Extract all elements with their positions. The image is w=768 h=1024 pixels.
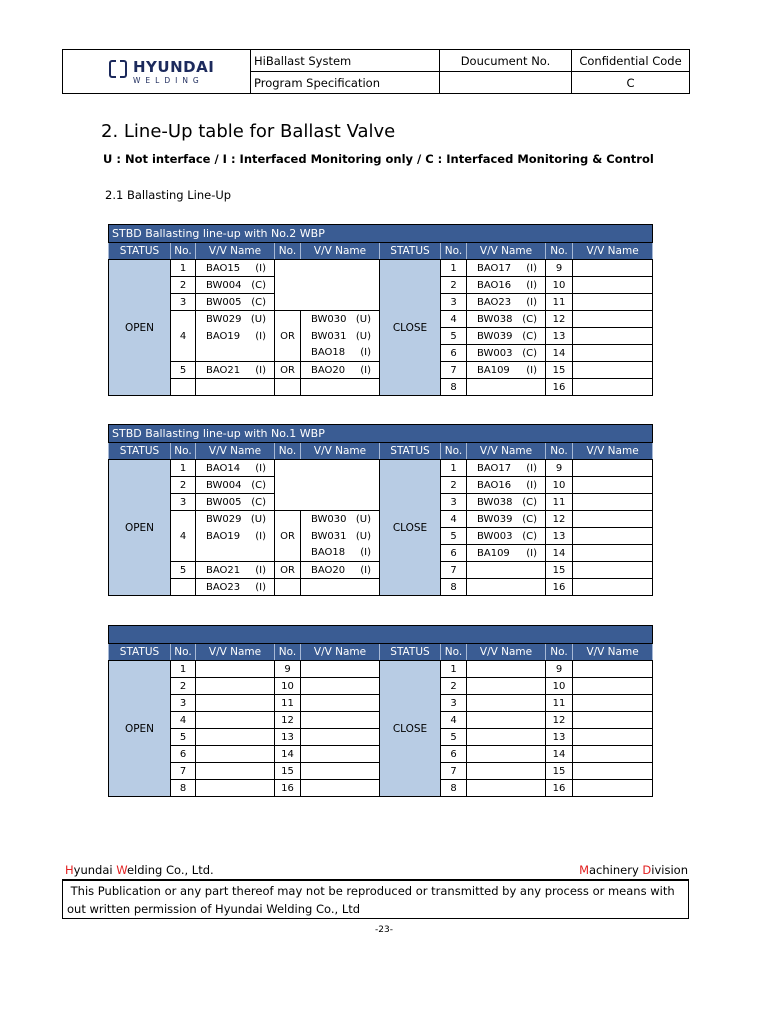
status-close: CLOSE xyxy=(380,260,441,396)
table-title xyxy=(109,626,653,644)
valve-type: (I) xyxy=(526,279,537,291)
empty-cell xyxy=(573,695,653,712)
empty-cell xyxy=(573,494,653,511)
valve-name: BAO18 xyxy=(311,547,346,559)
empty-cell xyxy=(196,729,275,746)
valve-name: BAO18 xyxy=(311,347,346,359)
row-no: 2 xyxy=(171,477,196,494)
empty-cell xyxy=(275,579,301,596)
valve-type: (C) xyxy=(522,347,537,359)
row-no: 11 xyxy=(546,294,573,311)
row-no: 4 xyxy=(441,511,467,528)
spec-name: Program Specification xyxy=(251,72,440,94)
valve-name: BAO23 xyxy=(477,296,512,308)
col-no: No. xyxy=(275,443,301,460)
empty-cell xyxy=(573,379,653,396)
or-label: OR xyxy=(275,511,301,562)
row-no: 7 xyxy=(441,562,467,579)
col-no: No. xyxy=(546,644,573,661)
col-no: No. xyxy=(171,243,196,260)
valve-name: BAO21 xyxy=(206,564,241,576)
empty-cell xyxy=(196,712,275,729)
status-open: OPEN xyxy=(109,260,171,396)
row-no: 11 xyxy=(546,695,573,712)
valve-type: (I) xyxy=(255,581,266,593)
empty-cell xyxy=(467,746,546,763)
valve-name: BW004 xyxy=(206,479,242,491)
empty-cell xyxy=(573,294,653,311)
row-no: 12 xyxy=(546,311,573,328)
row-no: 5 xyxy=(171,729,196,746)
col-vv-name: V/V Name xyxy=(573,644,653,661)
col-vv-name: V/V Name xyxy=(196,443,275,460)
empty-cell xyxy=(573,477,653,494)
valve-name: BAO16 xyxy=(477,479,512,491)
row-no: 3 xyxy=(171,294,196,311)
empty-cell xyxy=(196,345,275,362)
valve-name: BA109 xyxy=(477,364,510,376)
or-label: OR xyxy=(275,311,301,362)
empty-cell xyxy=(573,763,653,780)
valve-type: (I) xyxy=(255,564,266,576)
col-vv-name: V/V Name xyxy=(573,243,653,260)
empty-cell xyxy=(196,780,275,797)
valve-name: BAO16 xyxy=(477,279,512,291)
table-title: STBD Ballasting line-up with No.2 WBP xyxy=(109,225,653,243)
row-no: 6 xyxy=(441,545,467,562)
row-no: 1 xyxy=(171,260,196,277)
row-no: 3 xyxy=(441,695,467,712)
empty-cell xyxy=(573,545,653,562)
empty-cell xyxy=(573,511,653,528)
column-header-row xyxy=(109,443,653,460)
empty-cell xyxy=(573,328,653,345)
row-no: 6 xyxy=(441,746,467,763)
empty-cell xyxy=(573,311,653,328)
empty-cell xyxy=(196,661,275,678)
valve-name: BAO23 xyxy=(206,581,241,593)
empty-cell xyxy=(573,712,653,729)
valve-type: (U) xyxy=(355,313,371,325)
valve-name: BAO15 xyxy=(206,262,241,274)
col-status: STATUS xyxy=(380,443,441,460)
section-title: 2. Line-Up table for Ballast Valve xyxy=(101,121,396,142)
valve-name: BA109 xyxy=(477,547,510,559)
col-no: No. xyxy=(171,443,196,460)
lineup-table-no1-wbp xyxy=(108,424,653,596)
col-no: No. xyxy=(275,644,301,661)
footer-letter: H xyxy=(65,863,74,877)
row-no: 4 xyxy=(171,511,196,562)
row-no: 1 xyxy=(171,661,196,678)
row-no: 15 xyxy=(546,362,573,379)
col-no: No. xyxy=(441,644,467,661)
empty-cell xyxy=(301,678,380,695)
row-no: 5 xyxy=(171,562,196,579)
row-no: 15 xyxy=(546,562,573,579)
column-header-row xyxy=(109,243,653,260)
empty-cell xyxy=(275,260,380,311)
empty-cell xyxy=(573,678,653,695)
valve-type: (I) xyxy=(526,479,537,491)
row-no: 14 xyxy=(546,545,573,562)
empty-cell xyxy=(573,460,653,477)
row-no: 3 xyxy=(441,494,467,511)
footer-letter: M xyxy=(579,863,589,877)
col-vv-name: V/V Name xyxy=(467,443,546,460)
row-no: 9 xyxy=(546,260,573,277)
valve-type: (I) xyxy=(255,330,266,342)
row-no: 13 xyxy=(546,729,573,746)
empty-cell xyxy=(196,763,275,780)
row-no: 14 xyxy=(275,746,301,763)
subsection-title: 2.1 Ballasting Line-Up xyxy=(105,188,232,202)
row-no: 13 xyxy=(546,528,573,545)
status-close: CLOSE xyxy=(380,661,441,797)
empty-cell xyxy=(275,379,301,396)
row-no: 7 xyxy=(441,763,467,780)
or-label: OR xyxy=(275,562,301,579)
row-no: 8 xyxy=(441,579,467,596)
row-no: 5 xyxy=(171,362,196,379)
col-vv-name: V/V Name xyxy=(196,243,275,260)
valve-name: BW039 xyxy=(477,330,513,342)
logo-subtext: WELDING xyxy=(133,76,204,85)
valve-name: BW003 xyxy=(477,530,513,542)
valve-type: (C) xyxy=(522,496,537,508)
col-status: STATUS xyxy=(109,443,171,460)
empty-cell xyxy=(573,277,653,294)
row-no: 2 xyxy=(441,277,467,294)
row-no: 14 xyxy=(546,746,573,763)
col-no: No. xyxy=(546,243,573,260)
row-no: 10 xyxy=(546,678,573,695)
status-open: OPEN xyxy=(109,661,171,797)
row-no: 15 xyxy=(275,763,301,780)
row-no: 8 xyxy=(441,780,467,797)
doc-no-label: Doucument No. xyxy=(440,50,572,72)
row-no: 1 xyxy=(171,460,196,477)
col-status: STATUS xyxy=(109,243,171,260)
valve-name: BW031 xyxy=(311,330,347,342)
valve-type: (C) xyxy=(522,513,537,525)
row-no: 8 xyxy=(441,379,467,396)
document-header xyxy=(62,49,690,94)
valve-name: BAO14 xyxy=(206,462,241,474)
valve-type: (I) xyxy=(360,347,371,359)
valve-name: BAO21 xyxy=(206,364,241,376)
valve-name: BW030 xyxy=(311,313,347,325)
row-no: 2 xyxy=(441,477,467,494)
row-no: 7 xyxy=(171,763,196,780)
doc-no-value xyxy=(440,72,572,94)
empty-cell xyxy=(196,695,275,712)
valve-type: (I) xyxy=(526,296,537,308)
valve-name: BAO19 xyxy=(206,330,241,342)
valve-name: BW031 xyxy=(311,530,347,542)
row-no: 4 xyxy=(441,311,467,328)
row-no: 2 xyxy=(171,678,196,695)
valve-type: (U) xyxy=(250,513,266,525)
empty-cell xyxy=(573,746,653,763)
valve-name: BW038 xyxy=(477,313,513,325)
notice-line: out written permission of Hyundai Welding Co., Ltd xyxy=(67,902,361,916)
valve-type: (I) xyxy=(255,262,266,274)
table-row xyxy=(109,260,653,277)
empty-cell xyxy=(301,695,380,712)
row-no: 2 xyxy=(171,277,196,294)
empty-cell xyxy=(275,460,380,511)
legend-text: U : Not interface / I : Interfaced Monitoring only / C : Interfaced Monitoring & Control xyxy=(103,152,654,166)
row-no: 16 xyxy=(275,780,301,797)
valve-name: BW005 xyxy=(206,496,242,508)
row-no: 16 xyxy=(546,579,573,596)
empty-cell xyxy=(573,562,653,579)
valve-type: (C) xyxy=(251,296,266,308)
row-no: 1 xyxy=(441,661,467,678)
row-no: 14 xyxy=(546,345,573,362)
valve-type: (U) xyxy=(355,530,371,542)
col-status: STATUS xyxy=(380,644,441,661)
row-no: 5 xyxy=(441,729,467,746)
valve-type: (I) xyxy=(360,564,371,576)
empty-cell xyxy=(196,678,275,695)
valve-name: BAO19 xyxy=(206,530,241,542)
valve-type: (C) xyxy=(522,330,537,342)
row-no: 7 xyxy=(441,362,467,379)
col-vv-name: V/V Name xyxy=(301,243,380,260)
valve-name: BW029 xyxy=(206,513,242,525)
notice-line: This Publication or any part thereof may not be reproduced or transmitted by any process or means with xyxy=(67,884,675,898)
empty-cell xyxy=(573,528,653,545)
valve-name: BW004 xyxy=(206,279,242,291)
empty-cell xyxy=(301,579,380,596)
empty-cell xyxy=(301,661,380,678)
row-no: 2 xyxy=(441,678,467,695)
valve-type: (C) xyxy=(251,496,266,508)
col-vv-name: V/V Name xyxy=(301,443,380,460)
valve-type: (C) xyxy=(251,479,266,491)
empty-cell xyxy=(301,780,380,797)
footer-letter: W xyxy=(116,863,127,877)
empty-cell xyxy=(467,661,546,678)
lineup-table-no2-wbp xyxy=(108,224,653,396)
row-no: 4 xyxy=(441,712,467,729)
status-close: CLOSE xyxy=(380,460,441,596)
row-no: 11 xyxy=(275,695,301,712)
row-no: 16 xyxy=(546,780,573,797)
valve-name: BAO17 xyxy=(477,462,512,474)
empty-cell xyxy=(301,763,380,780)
empty-cell xyxy=(301,746,380,763)
confidential-label: Confidential Code xyxy=(572,50,690,72)
valve-name: BAO17 xyxy=(477,262,512,274)
empty-cell xyxy=(467,763,546,780)
valve-name: BAO20 xyxy=(311,564,346,576)
valve-type: (I) xyxy=(360,547,371,559)
empty-cell xyxy=(573,260,653,277)
row-no: 15 xyxy=(546,763,573,780)
empty-cell xyxy=(467,780,546,797)
row-no: 13 xyxy=(546,328,573,345)
valve-name: BW003 xyxy=(477,347,513,359)
row-no: 13 xyxy=(275,729,301,746)
valve-name: BW030 xyxy=(311,513,347,525)
row-no xyxy=(171,379,196,396)
valve-type: (I) xyxy=(255,364,266,376)
valve-name: BW005 xyxy=(206,296,242,308)
empty-cell xyxy=(467,729,546,746)
row-no xyxy=(171,579,196,596)
col-vv-name: V/V Name xyxy=(301,644,380,661)
col-vv-name: V/V Name xyxy=(467,644,546,661)
footer-company xyxy=(65,863,214,877)
row-no: 12 xyxy=(546,712,573,729)
empty-cell xyxy=(573,579,653,596)
row-no: 6 xyxy=(171,746,196,763)
empty-cell xyxy=(467,695,546,712)
valve-type: (I) xyxy=(526,262,537,274)
row-no: 12 xyxy=(275,712,301,729)
row-no: 1 xyxy=(441,460,467,477)
valve-name: BW039 xyxy=(477,513,513,525)
valve-type: (I) xyxy=(526,547,537,559)
col-no: No. xyxy=(275,243,301,260)
page-number: -23- xyxy=(375,925,393,935)
row-no: 11 xyxy=(546,494,573,511)
row-no: 3 xyxy=(441,294,467,311)
empty-cell xyxy=(301,729,380,746)
empty-cell xyxy=(573,780,653,797)
valve-name: BW029 xyxy=(206,313,242,325)
row-no: 10 xyxy=(546,277,573,294)
empty-cell xyxy=(573,729,653,746)
col-no: No. xyxy=(441,443,467,460)
row-no: 6 xyxy=(441,345,467,362)
valve-type: (I) xyxy=(526,364,537,376)
lineup-table-blank xyxy=(108,625,653,797)
footer-text: yundai xyxy=(73,863,117,877)
row-no: 5 xyxy=(441,328,467,345)
col-vv-name: V/V Name xyxy=(196,644,275,661)
footer-text: ivision xyxy=(651,863,688,877)
footer-text: achinery xyxy=(589,863,643,877)
valve-type: (C) xyxy=(251,279,266,291)
empty-cell xyxy=(196,746,275,763)
valve-type: (U) xyxy=(250,313,266,325)
col-no: No. xyxy=(441,243,467,260)
col-vv-name: V/V Name xyxy=(467,243,546,260)
row-no: 9 xyxy=(546,661,573,678)
table-row xyxy=(109,460,653,477)
valve-type: (I) xyxy=(526,462,537,474)
empty-cell xyxy=(467,712,546,729)
col-no: No. xyxy=(546,443,573,460)
logo xyxy=(63,50,251,94)
valve-name: BAO20 xyxy=(311,364,346,376)
valve-type: (I) xyxy=(255,462,266,474)
empty-cell xyxy=(573,345,653,362)
row-no: 4 xyxy=(171,311,196,362)
logo-text: HYUNDAI xyxy=(133,58,215,76)
footer-text: elding Co., Ltd. xyxy=(126,863,214,877)
row-no: 5 xyxy=(441,528,467,545)
or-label: OR xyxy=(275,362,301,379)
table-row xyxy=(109,661,653,678)
row-no: 12 xyxy=(546,511,573,528)
footer-letter: D xyxy=(642,863,652,877)
valve-type: (U) xyxy=(355,330,371,342)
row-no: 16 xyxy=(546,379,573,396)
row-no: 10 xyxy=(546,477,573,494)
row-no: 9 xyxy=(275,661,301,678)
valve-type: (C) xyxy=(522,530,537,542)
confidential-value: C xyxy=(572,72,690,94)
row-no: 3 xyxy=(171,695,196,712)
valve-type: (U) xyxy=(355,513,371,525)
empty-cell xyxy=(301,379,380,396)
status-open: OPEN xyxy=(109,460,171,596)
valve-type: (C) xyxy=(522,313,537,325)
empty-cell xyxy=(573,362,653,379)
hyundai-logo-icon xyxy=(109,60,127,78)
valve-name: BW038 xyxy=(477,496,513,508)
col-no: No. xyxy=(171,644,196,661)
row-no: 4 xyxy=(171,712,196,729)
row-no: 10 xyxy=(275,678,301,695)
col-status: STATUS xyxy=(380,243,441,260)
row-no: 8 xyxy=(171,780,196,797)
row-no: 9 xyxy=(546,460,573,477)
row-no: 3 xyxy=(171,494,196,511)
footer-division xyxy=(579,863,688,877)
row-no: 1 xyxy=(441,260,467,277)
system-name: HiBallast System xyxy=(251,50,440,72)
copyright-notice xyxy=(62,880,689,919)
column-header-row xyxy=(109,644,653,661)
table-title: STBD Ballasting line-up with No.1 WBP xyxy=(109,425,653,443)
empty-cell xyxy=(467,678,546,695)
empty-cell xyxy=(301,712,380,729)
col-status: STATUS xyxy=(109,644,171,661)
empty-cell xyxy=(196,545,275,562)
col-vv-name: V/V Name xyxy=(573,443,653,460)
valve-type: (I) xyxy=(255,530,266,542)
empty-cell xyxy=(573,661,653,678)
valve-type: (I) xyxy=(360,364,371,376)
